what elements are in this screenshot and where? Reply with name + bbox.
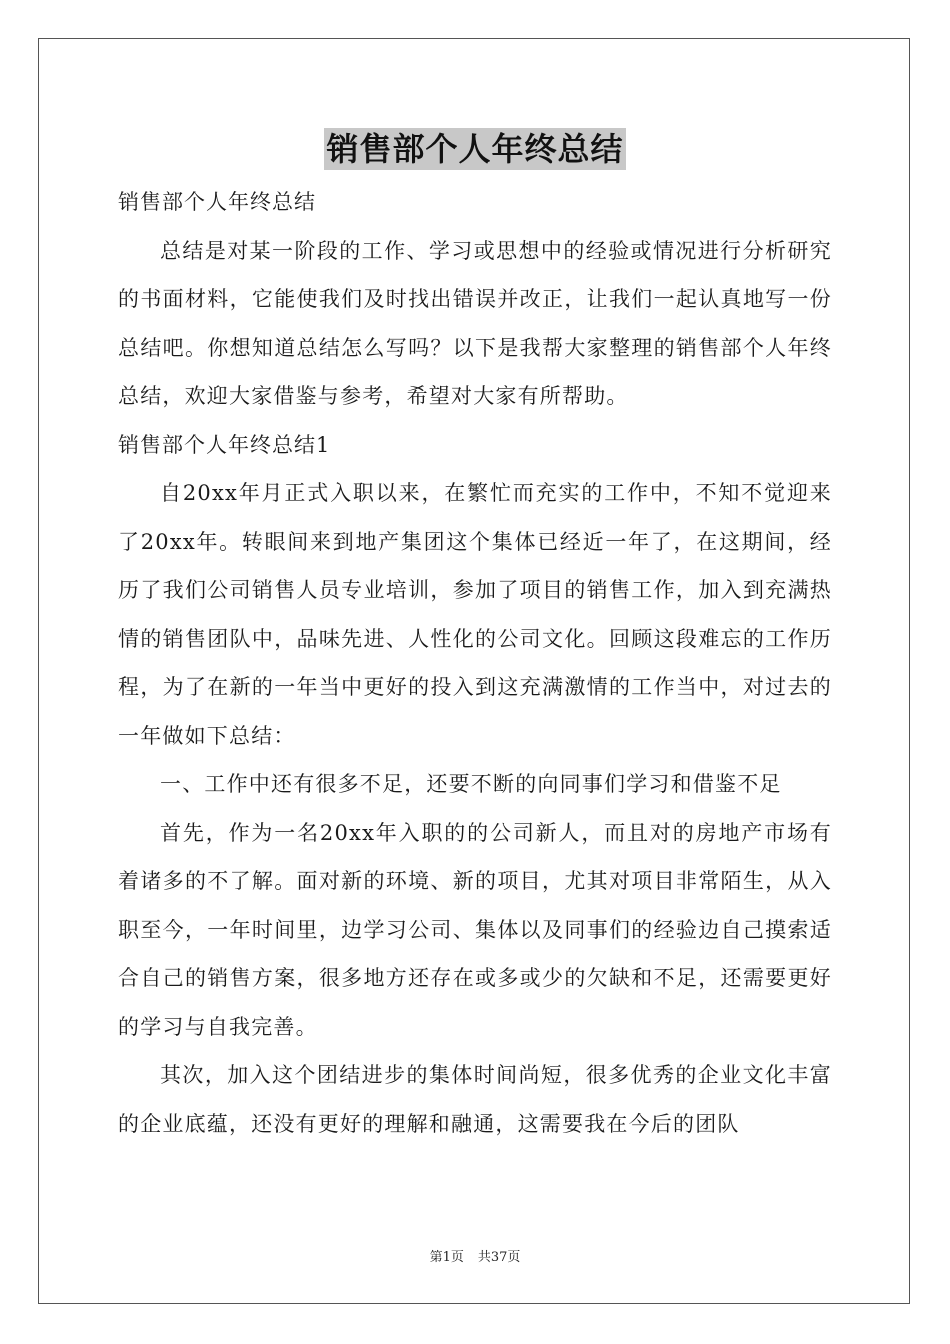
section-heading: 销售部个人年终总结 [118, 190, 316, 214]
body-paragraph: 自20xx年月正式入职以来，在繁忙而充实的工作中，不知不觉迎来了20xx年。转眼间来到地产集团这个集体已经近一年了，在这期间，经历了我们公司销售人员专业培训，参加了项目的销售工作，加入到充满热情的销售团队中，品味先进、人性化的公司文化。回顾这段难忘的工作历程，为了在新的一年当中更好的投入到这充满激情的工作当中，对过去的一年做如下总结： [118, 481, 832, 748]
body-paragraph: 其次，加入这个团结进步的集体时间尚短，很多优秀的企业文化丰富的企业底蕴，还没有更好的理解和融通，这需要我在今后的团队 [118, 1063, 832, 1136]
section-heading: 销售部个人年终总结1 [118, 432, 331, 457]
body-paragraph: 一、工作中还有很多不足，还要不断的向同事们学习和借鉴不足 [160, 772, 782, 796]
page-footer [0, 1246, 950, 1265]
page-total: 共37页 [477, 1250, 521, 1265]
body-paragraph: 总结是对某一阶段的工作、学习或思想中的经验或情况进行分析研究的书面材料，它能使我们及时找出错误并改正，让我们一起认真地写一份总结吧。你想知道总结怎么写吗？以下是我帮大家整理的销售部个人年终总结，欢迎大家借鉴与参考，希望对大家有所帮助。 [118, 238, 832, 408]
document-body [118, 178, 832, 1148]
title-area [0, 128, 950, 170]
document-title: 销售部个人年终总结 [326, 130, 624, 168]
page-number: 第1页 [429, 1250, 464, 1265]
body-paragraph: 首先，作为一名20xx年入职的的公司新人，而且对的房地产市场有着诸多的不了解。面对新的环境、新的项目，尤其对项目非常陌生，从入职至今，一年时间里，边学习公司、集体以及同事们的经验边自己摸索适合自己的销售方案，很多地方还存在或多或少的欠缺和不足，还需要更好的学习与自我完善。 [118, 820, 832, 1039]
